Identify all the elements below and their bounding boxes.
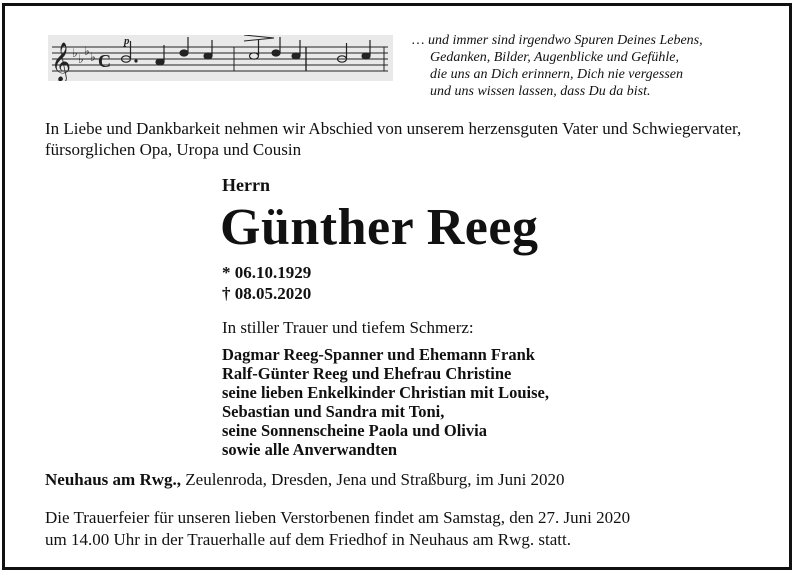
grief-line: In stiller Trauer und tiefem Schmerz: bbox=[222, 318, 474, 337]
place-bold: Neuhaus am Rwg., bbox=[45, 470, 182, 489]
verse-line: die uns an Dich erinnern, Dich nie vergessen bbox=[430, 67, 683, 82]
family-line: Ralf-Günter Reeg und Ehefrau Christine bbox=[222, 364, 512, 383]
verse-line: Gedanken, Bilder, Augenblicke und Gefühle, bbox=[430, 50, 679, 65]
verse-quote bbox=[412, 32, 782, 100]
funeral-notice bbox=[45, 507, 630, 551]
life-dates bbox=[222, 262, 311, 304]
svg-text:♭: ♭ bbox=[78, 52, 84, 66]
verse-line: und uns wissen lassen, dass Du da bist. bbox=[430, 84, 651, 99]
death-date: † 08.05.2020 bbox=[222, 284, 312, 303]
family-list bbox=[222, 345, 549, 459]
svg-text:♭: ♭ bbox=[90, 50, 96, 64]
deceased-name: Günther Reeg bbox=[220, 199, 539, 256]
svg-text:𝄞: 𝄞 bbox=[51, 42, 72, 81]
dynamic-marking: p bbox=[124, 35, 130, 47]
salutation: Herrn bbox=[222, 175, 270, 195]
verse-line: … und immer sind irgendwo Spuren Deines Lebens, bbox=[412, 33, 703, 48]
intro-text: In Liebe und Dankbarkeit nehmen wir Abschied von unserem herzensguten Vater und Schwiegervater, fürsorglichen Opa, Uropa und Cousin bbox=[45, 119, 742, 159]
funeral-line: um 14.00 Uhr in der Trauerhalle auf dem Friedhof in Neuhaus am Rwg. statt. bbox=[45, 530, 571, 549]
funeral-line: Die Trauerfeier für unseren lieben Verstorbenen findet am Samstag, den 27. Juni 2020 bbox=[45, 508, 631, 527]
place-date-line bbox=[45, 470, 565, 490]
family-line: seine lieben Enkelkinder Christian mit Louise, bbox=[222, 383, 549, 402]
time-signature: C bbox=[98, 51, 111, 71]
svg-text:♭: ♭ bbox=[72, 46, 78, 60]
family-line: Sebastian und Sandra mit Toni, bbox=[222, 402, 445, 421]
family-line: Dagmar Reeg-Spanner und Ehemann Frank bbox=[222, 345, 535, 364]
family-line: sowie alle Anverwandten bbox=[222, 440, 398, 459]
svg-text:♭: ♭ bbox=[84, 44, 90, 58]
place-rest: Zeulenroda, Dresden, Jena und Straßburg, im Juni 2020 bbox=[181, 470, 565, 489]
music-notation-image bbox=[48, 35, 393, 81]
family-line: seine Sonnenscheine Paola und Olivia bbox=[222, 421, 487, 440]
birth-date: * 06.10.1929 bbox=[222, 263, 312, 282]
